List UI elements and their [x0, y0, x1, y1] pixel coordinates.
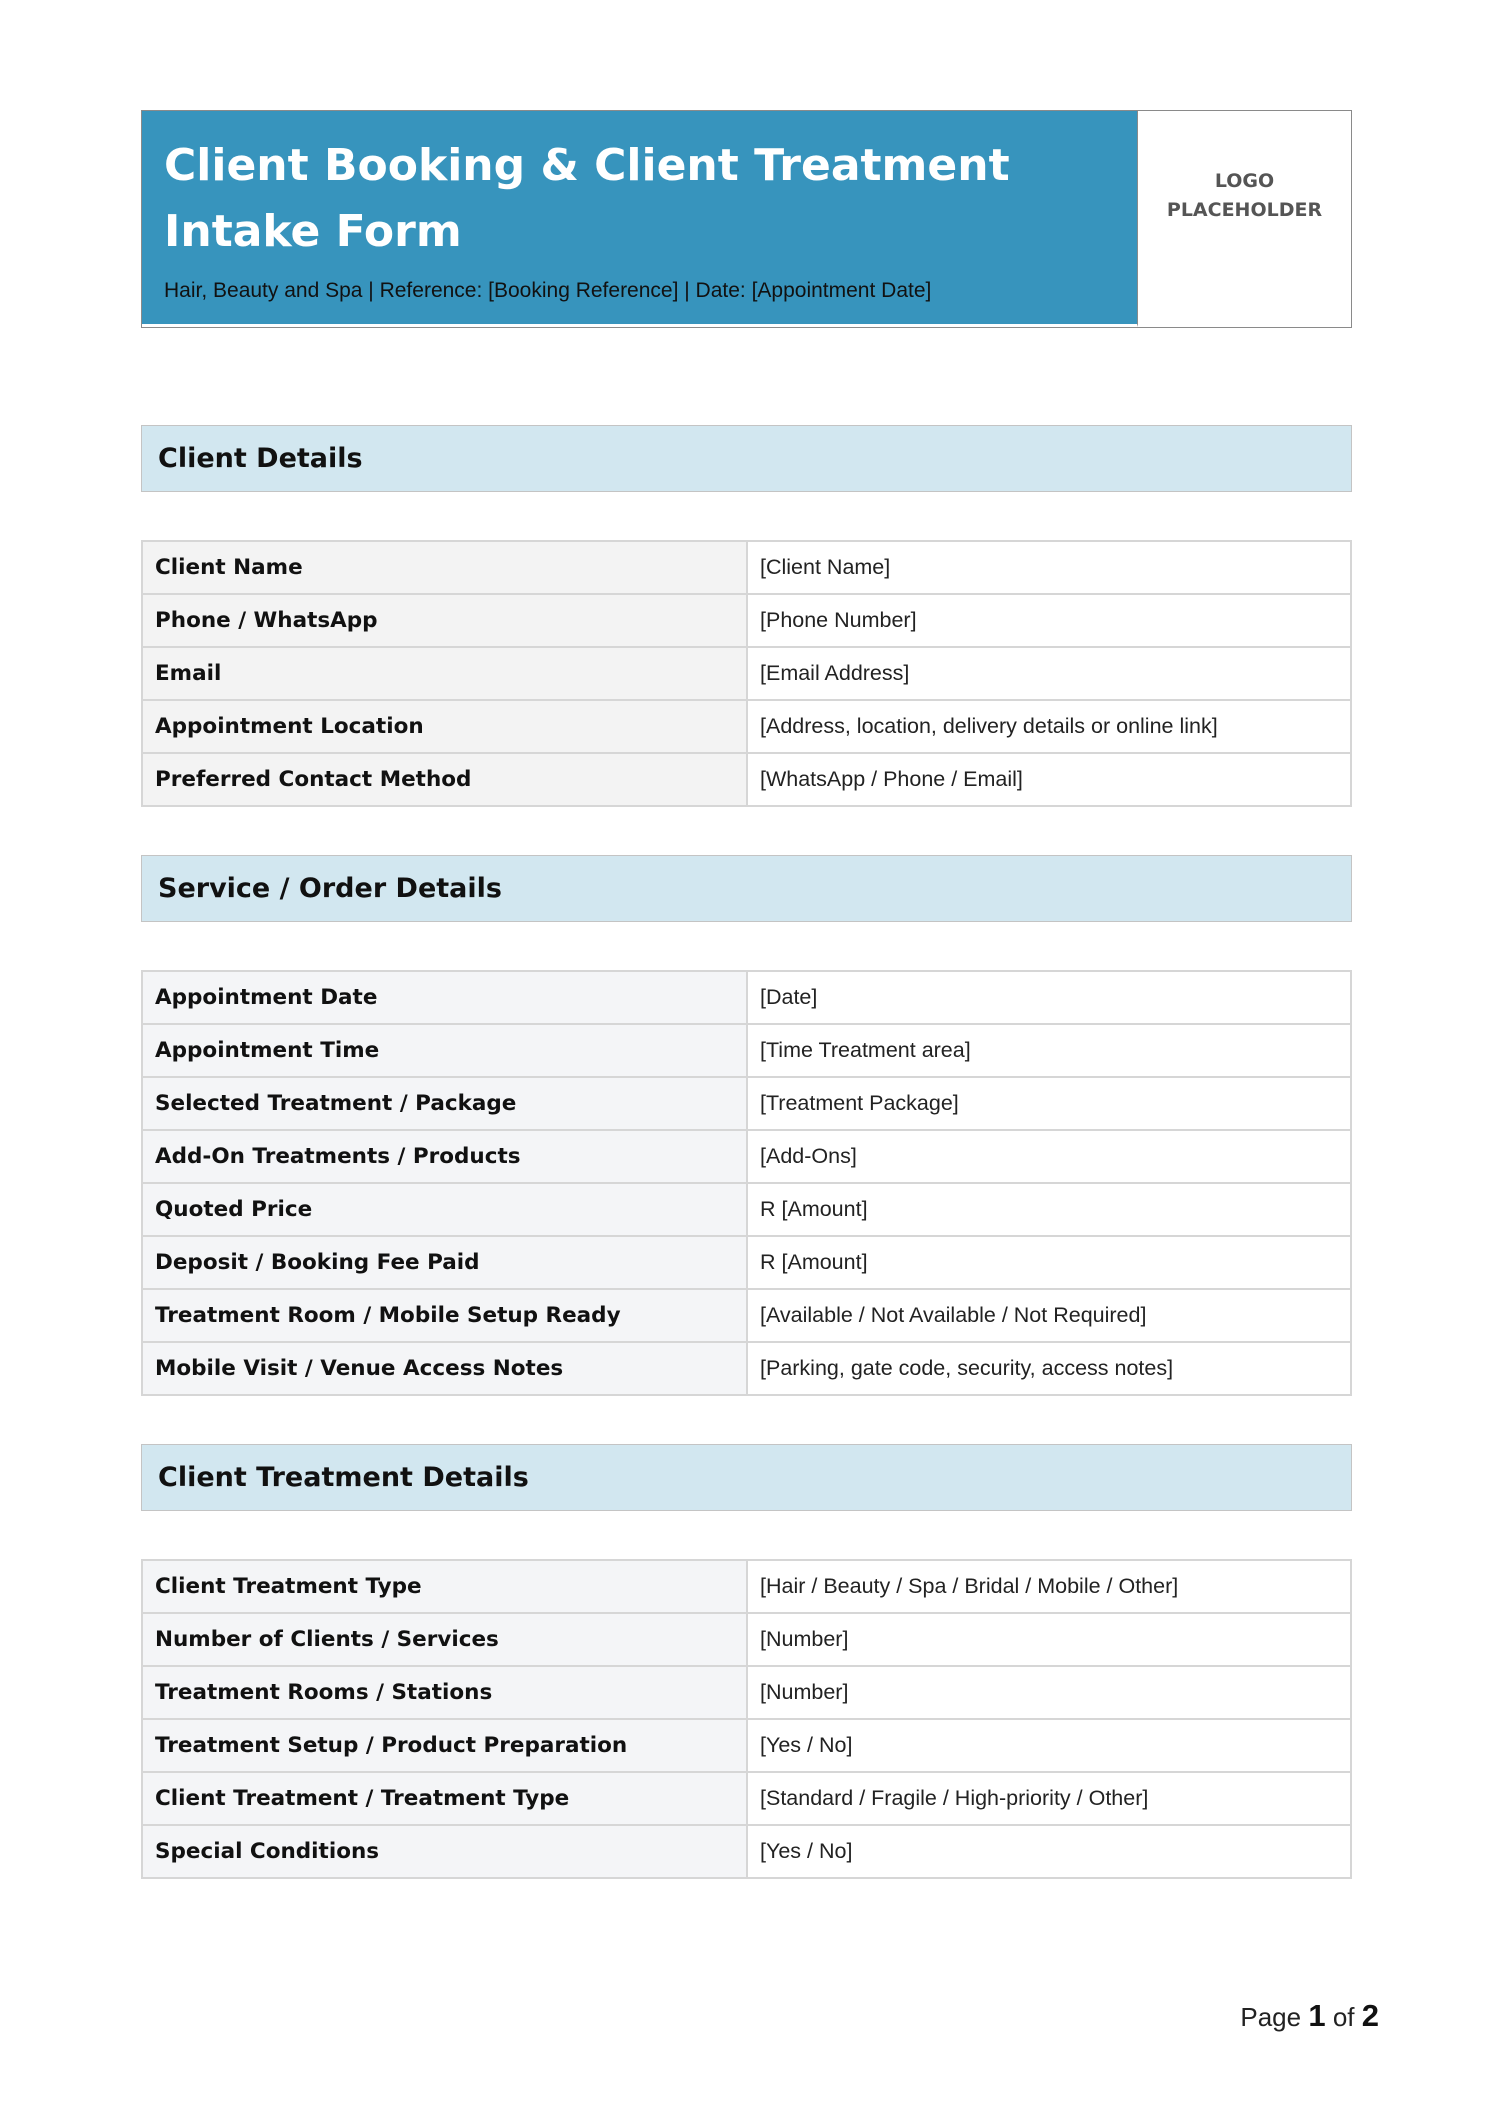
header-banner	[142, 111, 1138, 327]
form-header	[141, 110, 1352, 328]
field-value[interactable]: [Add-Ons]	[747, 1130, 1351, 1183]
field-value[interactable]: R [Amount]	[747, 1236, 1351, 1289]
field-value[interactable]: [Parking, gate code, security, access notes]	[747, 1342, 1351, 1395]
current-page: 1	[1308, 1998, 1326, 2033]
service-order-details-table	[141, 970, 1352, 1396]
field-label: Client Treatment Type	[142, 1560, 747, 1613]
total-pages: 2	[1361, 1998, 1379, 2033]
logo-placeholder-text: LOGO PLACEHOLDER	[1166, 170, 1323, 221]
page-number	[1240, 1998, 1379, 2034]
field-label: Client Name	[142, 541, 747, 594]
field-label: Phone / WhatsApp	[142, 594, 747, 647]
section-heading-service-order-details: Service / Order Details	[141, 855, 1352, 922]
field-value[interactable]: [Yes / No]	[747, 1719, 1351, 1772]
field-label: Treatment Room / Mobile Setup Ready	[142, 1289, 747, 1342]
table-row	[142, 647, 1351, 700]
field-label: Client Treatment / Treatment Type	[142, 1772, 747, 1825]
field-label: Treatment Rooms / Stations	[142, 1666, 747, 1719]
table-row	[142, 1825, 1351, 1878]
field-value[interactable]: [Address, location, delivery details or online link]	[747, 700, 1351, 753]
field-label: Appointment Date	[142, 971, 747, 1024]
field-label: Special Conditions	[142, 1825, 747, 1878]
section-heading-client-details: Client Details	[141, 425, 1352, 492]
field-label: Preferred Contact Method	[142, 753, 747, 806]
table-row	[142, 753, 1351, 806]
form-page	[141, 110, 1352, 1879]
field-value[interactable]: [Time Treatment area]	[747, 1024, 1351, 1077]
field-value[interactable]: [Client Name]	[747, 541, 1351, 594]
field-label: Email	[142, 647, 747, 700]
table-row	[142, 1613, 1351, 1666]
field-value[interactable]: [Email Address]	[747, 647, 1351, 700]
field-value[interactable]: [Number]	[747, 1666, 1351, 1719]
field-value[interactable]: [Available / Not Available / Not Required]	[747, 1289, 1351, 1342]
field-value[interactable]: [Date]	[747, 971, 1351, 1024]
field-label: Selected Treatment / Package	[142, 1077, 747, 1130]
table-row	[142, 1130, 1351, 1183]
field-label: Add-On Treatments / Products	[142, 1130, 747, 1183]
table-row	[142, 971, 1351, 1024]
table-row	[142, 1183, 1351, 1236]
client-treatment-details-table	[141, 1559, 1352, 1879]
field-label: Appointment Location	[142, 700, 747, 753]
page-of: of	[1332, 2002, 1355, 2032]
field-value[interactable]: [Number]	[747, 1613, 1351, 1666]
field-label: Deposit / Booking Fee Paid	[142, 1236, 747, 1289]
field-value[interactable]: [Phone Number]	[747, 594, 1351, 647]
field-label: Quoted Price	[142, 1183, 747, 1236]
field-value[interactable]: [Treatment Package]	[747, 1077, 1351, 1130]
field-value[interactable]: [Hair / Beauty / Spa / Bridal / Mobile / Other]	[747, 1560, 1351, 1613]
form-subtitle: Hair, Beauty and Spa | Reference: [Booking Reference] | Date: [Appointment Date]	[164, 279, 932, 302]
field-label: Appointment Time	[142, 1024, 747, 1077]
field-value[interactable]: [Standard / Fragile / High-priority / Other]	[747, 1772, 1351, 1825]
form-title: Client Booking & Client Treatment Intake Form	[164, 140, 1010, 257]
table-row	[142, 1077, 1351, 1130]
table-row	[142, 1289, 1351, 1342]
field-value[interactable]: R [Amount]	[747, 1183, 1351, 1236]
field-value[interactable]: [Yes / No]	[747, 1825, 1351, 1878]
table-row	[142, 541, 1351, 594]
logo-placeholder	[1138, 111, 1351, 327]
table-row	[142, 594, 1351, 647]
table-row	[142, 1666, 1351, 1719]
field-label: Treatment Setup / Product Preparation	[142, 1719, 747, 1772]
table-row	[142, 1560, 1351, 1613]
field-label: Number of Clients / Services	[142, 1613, 747, 1666]
table-row	[142, 700, 1351, 753]
table-row	[142, 1024, 1351, 1077]
table-row	[142, 1342, 1351, 1395]
client-details-table	[141, 540, 1352, 807]
section-heading-client-treatment-details: Client Treatment Details	[141, 1444, 1352, 1511]
field-value[interactable]: [WhatsApp / Phone / Email]	[747, 753, 1351, 806]
table-row	[142, 1236, 1351, 1289]
table-row	[142, 1719, 1351, 1772]
field-label: Mobile Visit / Venue Access Notes	[142, 1342, 747, 1395]
table-row	[142, 1772, 1351, 1825]
page-prefix: Page	[1240, 2002, 1302, 2032]
